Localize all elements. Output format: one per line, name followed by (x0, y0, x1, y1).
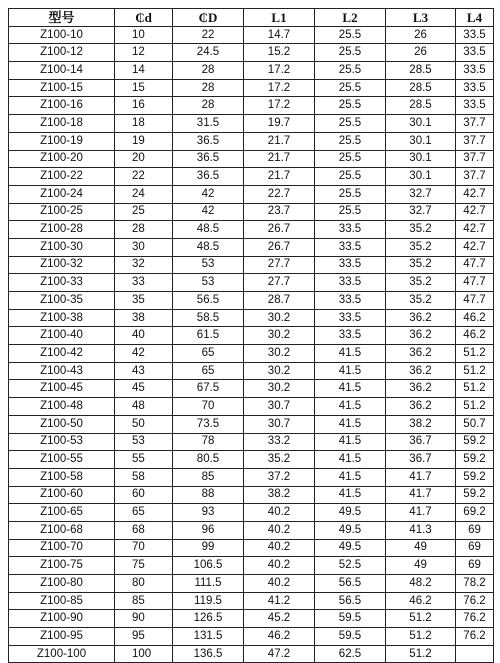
cell-l4: 47.7 (456, 256, 494, 274)
cell-inner-diameter: 25 (115, 203, 173, 221)
cell-l2: 59.5 (315, 610, 386, 628)
table-row (9, 504, 494, 522)
cell-l1: 28.7 (244, 292, 315, 310)
cell-l2: 25.5 (315, 185, 386, 203)
cell-inner-diameter: 95 (115, 628, 173, 646)
table-row (9, 539, 494, 557)
cell-l4: 59.2 (456, 433, 494, 451)
cell-model: Z100-50 (9, 415, 115, 433)
cell-l3: 41.7 (386, 468, 456, 486)
cell-l3: 51.2 (386, 645, 456, 663)
cell-l4: 69 (456, 557, 494, 575)
cell-outer-diameter: 61.5 (173, 327, 244, 345)
cell-l2: 25.5 (315, 62, 386, 80)
cell-l3: 28.5 (386, 97, 456, 115)
cell-model: Z100-20 (9, 150, 115, 168)
table-row (9, 44, 494, 62)
cell-l1: 47.2 (244, 645, 315, 663)
table-row (9, 380, 494, 398)
cell-l1: 40.2 (244, 539, 315, 557)
cell-l3: 51.2 (386, 628, 456, 646)
cell-inner-diameter: 18 (115, 115, 173, 133)
cell-outer-diameter: 119.5 (173, 592, 244, 610)
cell-l4 (456, 645, 494, 663)
cell-inner-diameter: 42 (115, 345, 173, 363)
cell-model: Z100-25 (9, 203, 115, 221)
cell-l4: 51.2 (456, 362, 494, 380)
cell-outer-diameter: 96 (173, 521, 244, 539)
cell-l2: 49.5 (315, 504, 386, 522)
cell-inner-diameter: 43 (115, 362, 173, 380)
cell-l4: 51.2 (456, 380, 494, 398)
cell-l4: 46.2 (456, 327, 494, 345)
cell-inner-diameter: 24 (115, 185, 173, 203)
cell-l4: 69.2 (456, 504, 494, 522)
cell-l2: 25.5 (315, 132, 386, 150)
cell-model: Z100-12 (9, 44, 115, 62)
table-row (9, 203, 494, 221)
cell-inner-diameter: 58 (115, 468, 173, 486)
cell-model: Z100-33 (9, 274, 115, 292)
cell-l1: 23.7 (244, 203, 315, 221)
cell-l1: 38.2 (244, 486, 315, 504)
cell-l3: 49 (386, 539, 456, 557)
cell-outer-diameter: 131.5 (173, 628, 244, 646)
cell-l4: 76.2 (456, 592, 494, 610)
cell-model: Z100-100 (9, 645, 115, 663)
cell-model: Z100-43 (9, 362, 115, 380)
table-row (9, 345, 494, 363)
cell-l2: 25.5 (315, 150, 386, 168)
cell-l1: 27.7 (244, 274, 315, 292)
cell-model: Z100-22 (9, 168, 115, 186)
cell-l4: 33.5 (456, 97, 494, 115)
cell-outer-diameter: 73.5 (173, 415, 244, 433)
cell-l3: 30.1 (386, 115, 456, 133)
cell-outer-diameter: 36.5 (173, 150, 244, 168)
cell-l2: 25.5 (315, 97, 386, 115)
header-l1: L1 (244, 9, 315, 27)
cell-inner-diameter: 14 (115, 62, 173, 80)
cell-l3: 36.2 (386, 345, 456, 363)
cell-inner-diameter: 19 (115, 132, 173, 150)
cell-outer-diameter: 80.5 (173, 451, 244, 469)
cell-l1: 22.7 (244, 185, 315, 203)
cell-inner-diameter: 55 (115, 451, 173, 469)
cell-l2: 56.5 (315, 575, 386, 593)
cell-l1: 30.2 (244, 327, 315, 345)
cell-outer-diameter: 24.5 (173, 44, 244, 62)
cell-model: Z100-32 (9, 256, 115, 274)
cell-model: Z100-90 (9, 610, 115, 628)
cell-outer-diameter: 99 (173, 539, 244, 557)
cell-l1: 33.2 (244, 433, 315, 451)
cell-model: Z100-40 (9, 327, 115, 345)
cell-l1: 26.7 (244, 221, 315, 239)
cell-l3: 49 (386, 557, 456, 575)
cell-outer-diameter: 65 (173, 345, 244, 363)
cell-l2: 33.5 (315, 256, 386, 274)
table-row (9, 645, 494, 663)
cell-l1: 15.2 (244, 44, 315, 62)
cell-model: Z100-45 (9, 380, 115, 398)
cell-l1: 27.7 (244, 256, 315, 274)
table-row (9, 221, 494, 239)
cell-l2: 25.5 (315, 168, 386, 186)
table-row (9, 398, 494, 416)
cell-l2: 49.5 (315, 539, 386, 557)
cell-outer-diameter: 58.5 (173, 309, 244, 327)
table-row (9, 79, 494, 97)
cell-model: Z100-10 (9, 26, 115, 44)
cell-l2: 62.5 (315, 645, 386, 663)
cell-l3: 48.2 (386, 575, 456, 593)
cell-outer-diameter: 70 (173, 398, 244, 416)
cell-inner-diameter: 50 (115, 415, 173, 433)
cell-l3: 32.7 (386, 185, 456, 203)
cell-l3: 36.2 (386, 380, 456, 398)
cell-l4: 59.2 (456, 468, 494, 486)
cell-l3: 35.2 (386, 274, 456, 292)
cell-model: Z100-68 (9, 521, 115, 539)
cell-l2: 33.5 (315, 292, 386, 310)
cell-l4: 37.7 (456, 115, 494, 133)
cell-l2: 41.5 (315, 468, 386, 486)
cell-l3: 26 (386, 26, 456, 44)
cell-l2: 49.5 (315, 521, 386, 539)
cell-outer-diameter: 31.5 (173, 115, 244, 133)
cell-l2: 25.5 (315, 44, 386, 62)
spec-table (8, 8, 494, 663)
cell-l4: 37.7 (456, 168, 494, 186)
cell-outer-diameter: 53 (173, 256, 244, 274)
cell-outer-diameter: 42 (173, 203, 244, 221)
table-row (9, 150, 494, 168)
cell-l1: 30.2 (244, 345, 315, 363)
cell-l4: 42.7 (456, 203, 494, 221)
cell-l2: 41.5 (315, 415, 386, 433)
cell-l4: 76.2 (456, 628, 494, 646)
cell-model: Z100-42 (9, 345, 115, 363)
cell-l4: 59.2 (456, 486, 494, 504)
cell-inner-diameter: 68 (115, 521, 173, 539)
cell-model: Z100-55 (9, 451, 115, 469)
cell-l3: 30.1 (386, 150, 456, 168)
table-row (9, 521, 494, 539)
cell-l3: 30.1 (386, 132, 456, 150)
cell-l2: 41.5 (315, 345, 386, 363)
cell-l4: 42.7 (456, 221, 494, 239)
cell-l1: 35.2 (244, 451, 315, 469)
cell-l1: 30.2 (244, 309, 315, 327)
cell-outer-diameter: 106.5 (173, 557, 244, 575)
cell-l1: 40.2 (244, 575, 315, 593)
cell-l2: 59.5 (315, 628, 386, 646)
cell-l3: 36.7 (386, 433, 456, 451)
cell-inner-diameter: 40 (115, 327, 173, 345)
cell-inner-diameter: 80 (115, 575, 173, 593)
cell-l2: 41.5 (315, 433, 386, 451)
cell-l4: 42.7 (456, 185, 494, 203)
cell-l1: 40.2 (244, 521, 315, 539)
cell-inner-diameter: 35 (115, 292, 173, 310)
cell-inner-diameter: 45 (115, 380, 173, 398)
table-row (9, 486, 494, 504)
cell-l3: 28.5 (386, 62, 456, 80)
cell-model: Z100-65 (9, 504, 115, 522)
cell-inner-diameter: 28 (115, 221, 173, 239)
cell-model: Z100-60 (9, 486, 115, 504)
cell-inner-diameter: 30 (115, 238, 173, 256)
cell-inner-diameter: 75 (115, 557, 173, 575)
cell-l2: 33.5 (315, 309, 386, 327)
cell-model: Z100-30 (9, 238, 115, 256)
cell-l4: 59.2 (456, 451, 494, 469)
cell-l4: 51.2 (456, 398, 494, 416)
table-body (9, 26, 494, 663)
cell-l4: 69 (456, 539, 494, 557)
cell-l1: 30.2 (244, 380, 315, 398)
table-row (9, 362, 494, 380)
cell-l1: 21.7 (244, 132, 315, 150)
cell-outer-diameter: 78 (173, 433, 244, 451)
cell-l3: 30.1 (386, 168, 456, 186)
cell-l4: 69 (456, 521, 494, 539)
header-l3: L3 (386, 9, 456, 27)
cell-model: Z100-95 (9, 628, 115, 646)
cell-l4: 37.7 (456, 132, 494, 150)
header-outer-diameter: ₵D (173, 9, 244, 27)
cell-inner-diameter: 20 (115, 150, 173, 168)
cell-l2: 33.5 (315, 238, 386, 256)
table-row (9, 238, 494, 256)
cell-inner-diameter: 16 (115, 97, 173, 115)
cell-l2: 25.5 (315, 26, 386, 44)
cell-outer-diameter: 48.5 (173, 238, 244, 256)
table-row (9, 557, 494, 575)
table-row (9, 132, 494, 150)
cell-l4: 78.2 (456, 575, 494, 593)
cell-model: Z100-15 (9, 79, 115, 97)
table-row (9, 62, 494, 80)
table-row (9, 327, 494, 345)
table-row (9, 575, 494, 593)
cell-outer-diameter: 136.5 (173, 645, 244, 663)
cell-model: Z100-80 (9, 575, 115, 593)
cell-outer-diameter: 42 (173, 185, 244, 203)
table-row (9, 468, 494, 486)
cell-inner-diameter: 53 (115, 433, 173, 451)
cell-outer-diameter: 56.5 (173, 292, 244, 310)
table-row (9, 309, 494, 327)
cell-l2: 33.5 (315, 274, 386, 292)
cell-l4: 76.2 (456, 610, 494, 628)
table-row (9, 274, 494, 292)
table-row (9, 97, 494, 115)
table-row (9, 433, 494, 451)
cell-model: Z100-35 (9, 292, 115, 310)
cell-inner-diameter: 12 (115, 44, 173, 62)
cell-l4: 47.7 (456, 292, 494, 310)
header-inner-diameter: ₵d (115, 9, 173, 27)
cell-l1: 21.7 (244, 150, 315, 168)
cell-l4: 33.5 (456, 62, 494, 80)
cell-model: Z100-48 (9, 398, 115, 416)
cell-l3: 38.2 (386, 415, 456, 433)
header-row (9, 9, 494, 27)
cell-outer-diameter: 93 (173, 504, 244, 522)
cell-l3: 35.2 (386, 256, 456, 274)
cell-l3: 36.2 (386, 327, 456, 345)
cell-outer-diameter: 28 (173, 79, 244, 97)
cell-model: Z100-18 (9, 115, 115, 133)
cell-outer-diameter: 48.5 (173, 221, 244, 239)
cell-l1: 14.7 (244, 26, 315, 44)
table-row (9, 26, 494, 44)
cell-model: Z100-85 (9, 592, 115, 610)
cell-outer-diameter: 53 (173, 274, 244, 292)
table-row (9, 168, 494, 186)
cell-inner-diameter: 38 (115, 309, 173, 327)
cell-model: Z100-14 (9, 62, 115, 80)
cell-inner-diameter: 100 (115, 645, 173, 663)
cell-l2: 41.5 (315, 398, 386, 416)
cell-l1: 19.7 (244, 115, 315, 133)
cell-l3: 26 (386, 44, 456, 62)
cell-l1: 30.7 (244, 415, 315, 433)
cell-model: Z100-16 (9, 97, 115, 115)
header-model: 型号 (9, 9, 115, 27)
cell-inner-diameter: 70 (115, 539, 173, 557)
cell-l3: 36.2 (386, 398, 456, 416)
header-l2: L2 (315, 9, 386, 27)
cell-inner-diameter: 33 (115, 274, 173, 292)
cell-outer-diameter: 22 (173, 26, 244, 44)
cell-l3: 35.2 (386, 292, 456, 310)
cell-l1: 21.7 (244, 168, 315, 186)
cell-outer-diameter: 28 (173, 97, 244, 115)
cell-l4: 50.7 (456, 415, 494, 433)
cell-l3: 32.7 (386, 203, 456, 221)
cell-outer-diameter: 36.5 (173, 132, 244, 150)
cell-l1: 17.2 (244, 97, 315, 115)
table-row (9, 115, 494, 133)
cell-inner-diameter: 10 (115, 26, 173, 44)
cell-l1: 45.2 (244, 610, 315, 628)
cell-l3: 41.7 (386, 486, 456, 504)
cell-l4: 33.5 (456, 26, 494, 44)
cell-l2: 41.5 (315, 451, 386, 469)
cell-outer-diameter: 28 (173, 62, 244, 80)
cell-model: Z100-53 (9, 433, 115, 451)
cell-model: Z100-28 (9, 221, 115, 239)
cell-l3: 36.2 (386, 309, 456, 327)
cell-l1: 40.2 (244, 504, 315, 522)
cell-inner-diameter: 32 (115, 256, 173, 274)
cell-inner-diameter: 90 (115, 610, 173, 628)
cell-l4: 42.7 (456, 238, 494, 256)
cell-l2: 25.5 (315, 203, 386, 221)
cell-l2: 56.5 (315, 592, 386, 610)
cell-outer-diameter: 65 (173, 362, 244, 380)
cell-outer-diameter: 111.5 (173, 575, 244, 593)
cell-l3: 36.7 (386, 451, 456, 469)
cell-l4: 33.5 (456, 44, 494, 62)
cell-l3: 35.2 (386, 238, 456, 256)
cell-l1: 17.2 (244, 79, 315, 97)
table-row (9, 256, 494, 274)
cell-inner-diameter: 60 (115, 486, 173, 504)
cell-l1: 17.2 (244, 62, 315, 80)
cell-l4: 37.7 (456, 150, 494, 168)
cell-inner-diameter: 65 (115, 504, 173, 522)
table-row (9, 185, 494, 203)
cell-inner-diameter: 85 (115, 592, 173, 610)
table-row (9, 628, 494, 646)
cell-l2: 41.5 (315, 486, 386, 504)
cell-l3: 41.7 (386, 504, 456, 522)
cell-l3: 36.2 (386, 362, 456, 380)
cell-outer-diameter: 67.5 (173, 380, 244, 398)
cell-l4: 51.2 (456, 345, 494, 363)
cell-l3: 51.2 (386, 610, 456, 628)
cell-model: Z100-70 (9, 539, 115, 557)
cell-l2: 33.5 (315, 221, 386, 239)
cell-inner-diameter: 22 (115, 168, 173, 186)
cell-l4: 46.2 (456, 309, 494, 327)
cell-outer-diameter: 88 (173, 486, 244, 504)
cell-l4: 47.7 (456, 274, 494, 292)
cell-l1: 41.2 (244, 592, 315, 610)
cell-l1: 37.2 (244, 468, 315, 486)
cell-model: Z100-58 (9, 468, 115, 486)
cell-l1: 30.2 (244, 362, 315, 380)
table-row (9, 415, 494, 433)
cell-model: Z100-75 (9, 557, 115, 575)
cell-l2: 52.5 (315, 557, 386, 575)
cell-l1: 26.7 (244, 238, 315, 256)
cell-l3: 41.3 (386, 521, 456, 539)
cell-outer-diameter: 126.5 (173, 610, 244, 628)
table-row (9, 451, 494, 469)
cell-inner-diameter: 48 (115, 398, 173, 416)
cell-inner-diameter: 15 (115, 79, 173, 97)
table-row (9, 292, 494, 310)
cell-model: Z100-38 (9, 309, 115, 327)
cell-l1: 46.2 (244, 628, 315, 646)
cell-l1: 40.2 (244, 557, 315, 575)
cell-model: Z100-19 (9, 132, 115, 150)
cell-model: Z100-24 (9, 185, 115, 203)
cell-l3: 28.5 (386, 79, 456, 97)
cell-l2: 33.5 (315, 327, 386, 345)
table-row (9, 592, 494, 610)
cell-l3: 46.2 (386, 592, 456, 610)
cell-l2: 41.5 (315, 380, 386, 398)
cell-l3: 35.2 (386, 221, 456, 239)
cell-outer-diameter: 36.5 (173, 168, 244, 186)
cell-outer-diameter: 85 (173, 468, 244, 486)
cell-l4: 33.5 (456, 79, 494, 97)
cell-l1: 30.7 (244, 398, 315, 416)
cell-l2: 25.5 (315, 79, 386, 97)
cell-l2: 25.5 (315, 115, 386, 133)
table-row (9, 610, 494, 628)
cell-l2: 41.5 (315, 362, 386, 380)
header-l4: L4 (456, 9, 494, 27)
